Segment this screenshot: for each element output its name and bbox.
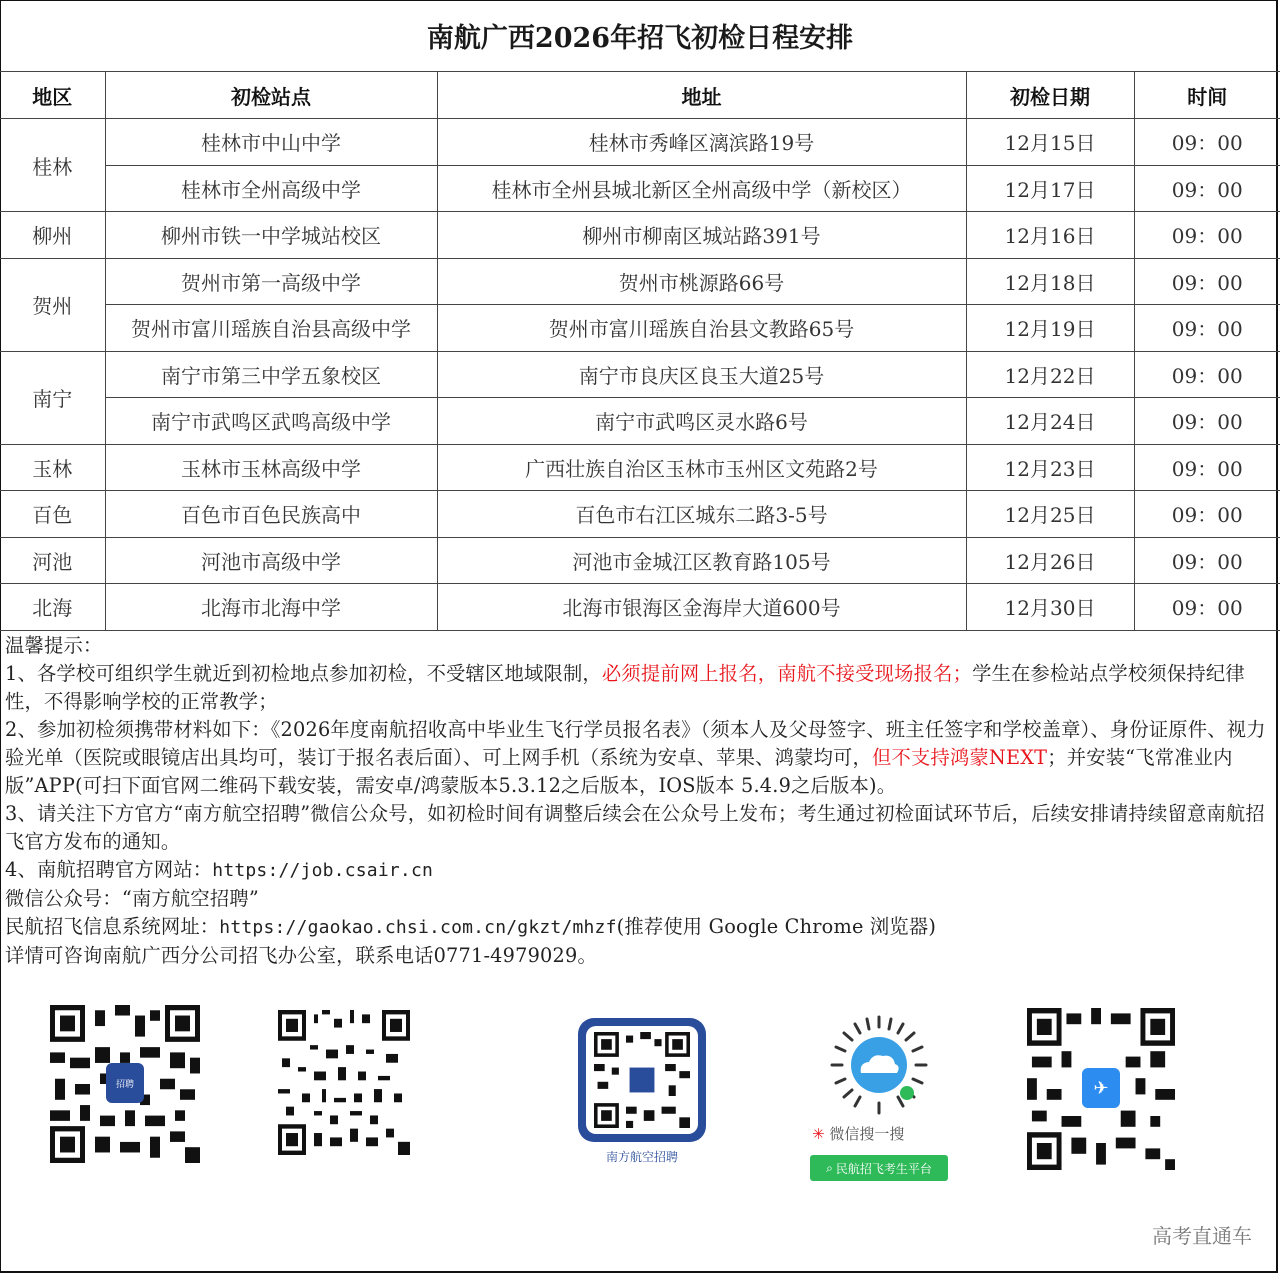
site-cell: 百色市百色民族高中	[105, 491, 437, 538]
note-item-4	[5, 856, 1275, 885]
date-cell: 12月17日	[966, 165, 1134, 212]
note-text: 2、参加初检须携带材料如下：《2026年度南航招收高中毕业生飞行学员报名表》（须本人及父母签字、班主任签字和学校盖章）、身份证原件、视力验光单（医院或眼镜店出具均可，装订于报名表后面）、可上网手机（系统为安卓、苹果、鸿蒙均可，	[5, 718, 1266, 769]
header-date: 初检日期	[966, 72, 1134, 119]
table-row	[0, 537, 1280, 584]
wechat-search-button-label: 民航招飞考生平台	[835, 1161, 932, 1176]
site-cell: 河池市高级中学	[105, 537, 437, 584]
miniprogram-code-icon	[826, 1015, 932, 1115]
region-cell: 南宁	[0, 351, 105, 444]
date-cell: 12月24日	[966, 398, 1134, 445]
table-row	[0, 305, 1280, 352]
wechat-account-name: “南方航空招聘”	[121, 887, 259, 910]
note-item-3: 3、请关注下方官方“南方航空招聘”微信公众号，如初检时间有调整后续会在公众号上发布；考生通过初检面试环节后，后续安排请持续留意南航招飞官方发布的通知。	[5, 802, 1265, 853]
site-cell: 玉林市玉林高级中学	[105, 444, 437, 491]
system-url-line	[5, 913, 1275, 942]
time-cell: 09：00	[1134, 398, 1280, 445]
address-cell: 广西壮族自治区玉林市玉州区文苑路2号	[437, 444, 966, 491]
wechat-search-button[interactable]	[810, 1155, 948, 1181]
miniprogram-qr	[808, 1015, 950, 1185]
time-cell: 09：00	[1134, 444, 1280, 491]
wechat-account-line	[5, 885, 1275, 913]
browser-hint: (推荐使用 Google Chrome 浏览器)	[616, 915, 937, 938]
address-cell: 河池市金城江区教育路105号	[437, 537, 966, 584]
table-row	[0, 212, 1280, 259]
csair-recruit-wechat-qr	[50, 1005, 200, 1163]
time-cell: 09：00	[1134, 351, 1280, 398]
table-row	[0, 258, 1280, 305]
address-cell: 南宁市良庆区良玉大道25号	[437, 351, 966, 398]
date-cell: 12月23日	[966, 444, 1134, 491]
feichangzhun-app-qr	[1027, 1008, 1175, 1170]
date-cell: 12月26日	[966, 537, 1134, 584]
header-time: 时间	[1134, 72, 1280, 119]
system-url-link[interactable]: https://gaokao.chsi.com.cn/gkzt/mhzf	[219, 917, 617, 938]
region-cell: 百色	[0, 491, 105, 538]
time-cell: 09：00	[1134, 258, 1280, 305]
address-cell: 桂林市全州县城北新区全州高级中学（新校区）	[437, 165, 966, 212]
time-cell: 09：00	[1134, 165, 1280, 212]
note-text: 学生在参检站点学校须保持纪律性，不得影响学校的正常教学；	[5, 662, 1245, 713]
date-cell: 12月15日	[966, 119, 1134, 166]
table-header-row	[0, 72, 1280, 119]
site-cell: 桂林市中山中学	[105, 119, 437, 166]
search-icon: ⌕	[826, 1160, 833, 1175]
table-row	[0, 351, 1280, 398]
address-cell: 贺州市富川瑶族自治县文教路65号	[437, 305, 966, 352]
note-item-2	[5, 716, 1275, 800]
note-warning: 必须提前网上报名，南航不接受现场报名；	[601, 662, 973, 685]
region-cell: 柳州	[0, 212, 105, 259]
qr-code-row	[0, 1000, 1280, 1190]
site-cell: 贺州市第一高级中学	[105, 258, 437, 305]
watermark: 高考直通车	[1152, 1224, 1252, 1248]
region-cell: 北海	[0, 584, 105, 631]
region-cell: 玉林	[0, 444, 105, 491]
contact-line: 详情可咨询南航广西分公司招飞办公室，联系电话0771-4979029。	[5, 944, 597, 967]
site-cell: 柳州市铁一中学城站校区	[105, 212, 437, 259]
airplane-app-icon: ✈	[1082, 1068, 1120, 1108]
table-row	[0, 398, 1280, 445]
notes-section	[5, 632, 1275, 970]
table-row	[0, 165, 1280, 212]
qr-caption: 南方航空招聘	[605, 1150, 678, 1164]
official-site-link[interactable]: https://job.csair.cn	[212, 860, 434, 881]
header-site: 初检站点	[105, 72, 437, 119]
recruit-logo-icon: 招聘	[106, 1063, 144, 1103]
region-cell: 河池	[0, 537, 105, 584]
plain-qr	[278, 1010, 410, 1155]
wechat-search-label	[812, 1123, 952, 1144]
note-label: 4、南航招聘官方网站：	[5, 858, 213, 881]
schedule-table	[0, 72, 1280, 631]
wechat-search-text: 微信搜一搜	[829, 1125, 905, 1143]
date-cell: 12月25日	[966, 491, 1134, 538]
region-cell: 桂林	[0, 119, 105, 212]
address-cell: 百色市右江区城东二路3-5号	[437, 491, 966, 538]
address-cell: 柳州市柳南区城站路391号	[437, 212, 966, 259]
table-row	[0, 119, 1280, 166]
note-warning: 但不支持鸿蒙NEXT	[872, 746, 1048, 769]
address-cell: 北海市银海区金海岸大道600号	[437, 584, 966, 631]
header-address: 地址	[437, 72, 966, 119]
time-cell: 09：00	[1134, 537, 1280, 584]
region-cell: 贺州	[0, 258, 105, 351]
date-cell: 12月18日	[966, 258, 1134, 305]
site-cell: 桂林市全州高级中学	[105, 165, 437, 212]
time-cell: 09：00	[1134, 212, 1280, 259]
address-cell: 南宁市武鸣区灵水路6号	[437, 398, 966, 445]
qr-code-icon	[594, 1032, 690, 1128]
table-row	[0, 491, 1280, 538]
time-cell: 09：00	[1134, 119, 1280, 166]
site-cell: 贺州市富川瑶族自治县高级中学	[105, 305, 437, 352]
date-cell: 12月30日	[966, 584, 1134, 631]
date-cell: 12月22日	[966, 351, 1134, 398]
csair-recruit-account-qr	[578, 1018, 706, 1168]
address-cell: 贺州市桃源路66号	[437, 258, 966, 305]
address-cell: 桂林市秀峰区漓滨路19号	[437, 119, 966, 166]
date-cell: 12月16日	[966, 212, 1134, 259]
note-label: 微信公众号：	[5, 887, 122, 910]
table-row	[0, 584, 1280, 631]
site-cell: 南宁市武鸣区武鸣高级中学	[105, 398, 437, 445]
date-cell: 12月19日	[966, 305, 1134, 352]
note-text: ；并安装“飞常准业内版”APP(可扫下面官网二维码下载安装，需安卓/鸿蒙版本5.3.12之后版本，IOS版本 5.4.9之后版本)。	[5, 746, 1233, 797]
table-row	[0, 444, 1280, 491]
qr-code-icon	[278, 1010, 410, 1155]
page-title: 南航广西2026年招飞初检日程安排	[0, 0, 1280, 72]
header-region: 地区	[0, 72, 105, 119]
time-cell: 09：00	[1134, 584, 1280, 631]
wechat-search-icon: ✳	[812, 1125, 825, 1143]
note-item-1	[5, 660, 1275, 716]
site-cell: 北海市北海中学	[105, 584, 437, 631]
note-label: 民航招飞信息系统网址：	[5, 915, 220, 938]
note-text: 1、各学校可组织学生就近到初检地点参加初检，不受辖区地域限制，	[5, 662, 602, 685]
time-cell: 09：00	[1134, 491, 1280, 538]
time-cell: 09：00	[1134, 305, 1280, 352]
site-cell: 南宁市第三中学五象校区	[105, 351, 437, 398]
notes-heading: 温馨提示：	[5, 634, 103, 657]
